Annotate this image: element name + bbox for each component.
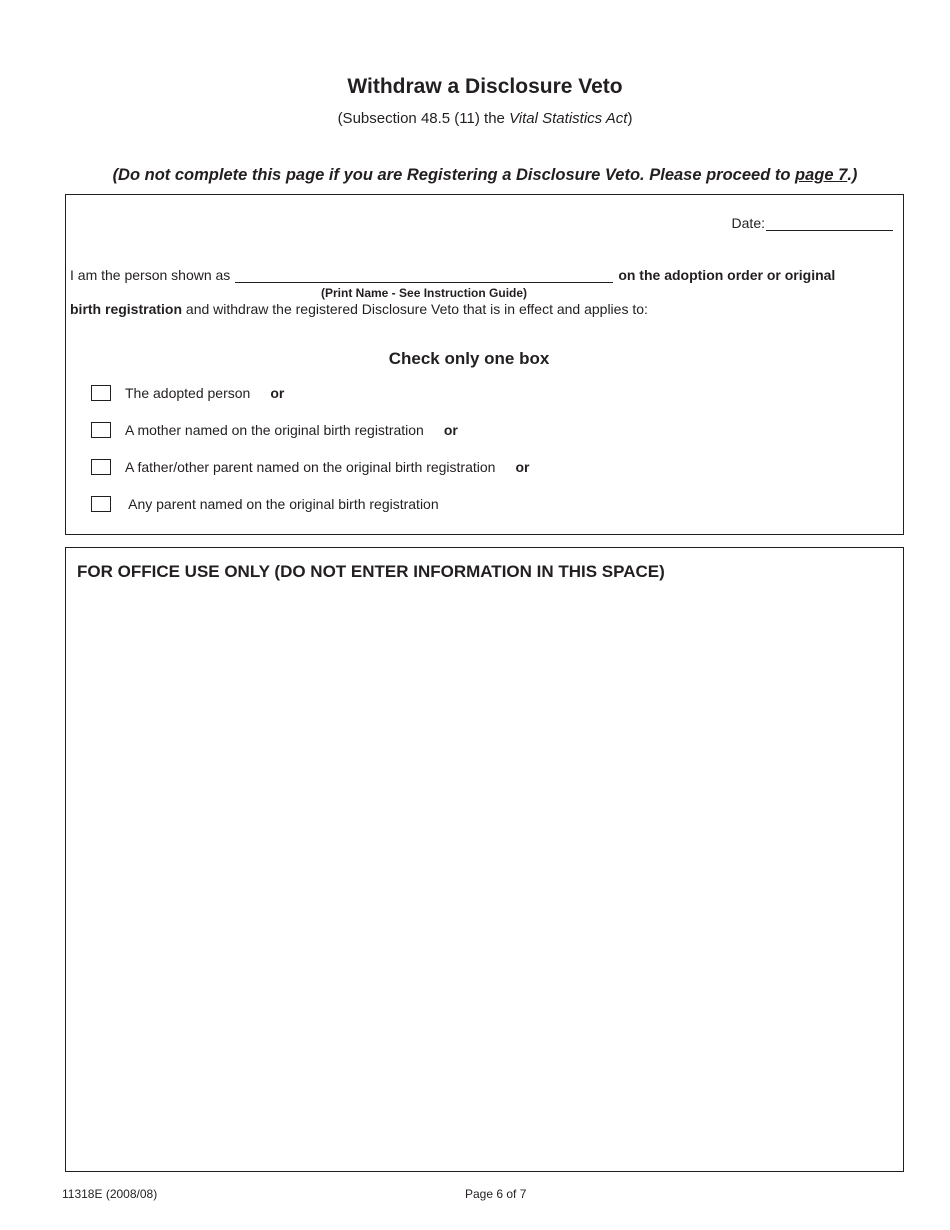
subtitle-prefix: (Subsection 48.5 (11) the <box>337 110 510 127</box>
withdrawal-form-box <box>65 194 904 535</box>
page-subtitle <box>0 110 950 127</box>
option-or: or <box>515 459 530 475</box>
option-mother <box>91 422 458 438</box>
office-use-box <box>65 547 904 1172</box>
option-label: A father/other parent named on the original birth registration <box>125 459 496 475</box>
instruction-text: (Do not complete this page if you are Registering a Disclosure Veto. Please proceed to <box>112 166 796 184</box>
print-name-field[interactable] <box>235 269 613 283</box>
checkbox-mother[interactable] <box>91 422 111 438</box>
instruction-end: .) <box>847 166 858 184</box>
office-use-title: FOR OFFICE USE ONLY (DO NOT ENTER INFORMATION IN THIS SPACE) <box>77 562 665 581</box>
checkbox-father-other-parent[interactable] <box>91 459 111 475</box>
birth-registration-bold: birth registration <box>70 301 183 317</box>
page-number: Page 6 of 7 <box>465 1187 527 1201</box>
person-prefix: I am the person shown as <box>70 267 231 283</box>
birth-registration-row <box>70 301 648 317</box>
form-number: 11318E (2008/08) <box>62 1187 158 1201</box>
person-row <box>70 267 835 283</box>
birth-registration-text: and withdraw the registered Disclosure Veto that is in effect and applies to: <box>182 301 648 317</box>
person-suffix: on the adoption order or original <box>618 267 836 283</box>
option-adopted-person <box>91 385 284 401</box>
print-name-caption: (Print Name - See Instruction Guide) <box>321 286 528 300</box>
page-7-link[interactable]: page 7 <box>795 166 848 184</box>
option-label: A mother named on the original birth registration <box>125 422 424 438</box>
checkbox-adopted-person[interactable] <box>91 385 111 401</box>
option-any-parent <box>91 496 439 512</box>
option-father-other-parent <box>91 459 529 475</box>
date-field[interactable] <box>766 216 893 231</box>
option-label: Any parent named on the original birth registration <box>125 496 439 512</box>
option-or: or <box>443 422 458 438</box>
page-title: Withdraw a Disclosure Veto <box>347 75 623 98</box>
check-one-heading: Check only one box <box>388 349 550 368</box>
date-row <box>732 215 893 231</box>
option-or: or <box>270 385 285 401</box>
act-name: Vital Statistics Act <box>509 110 628 127</box>
date-label: Date: <box>731 215 765 231</box>
instruction-note <box>0 166 950 185</box>
subtitle-suffix: ) <box>627 110 633 127</box>
checkbox-any-parent[interactable] <box>91 496 111 512</box>
option-label: The adopted person <box>125 385 251 401</box>
